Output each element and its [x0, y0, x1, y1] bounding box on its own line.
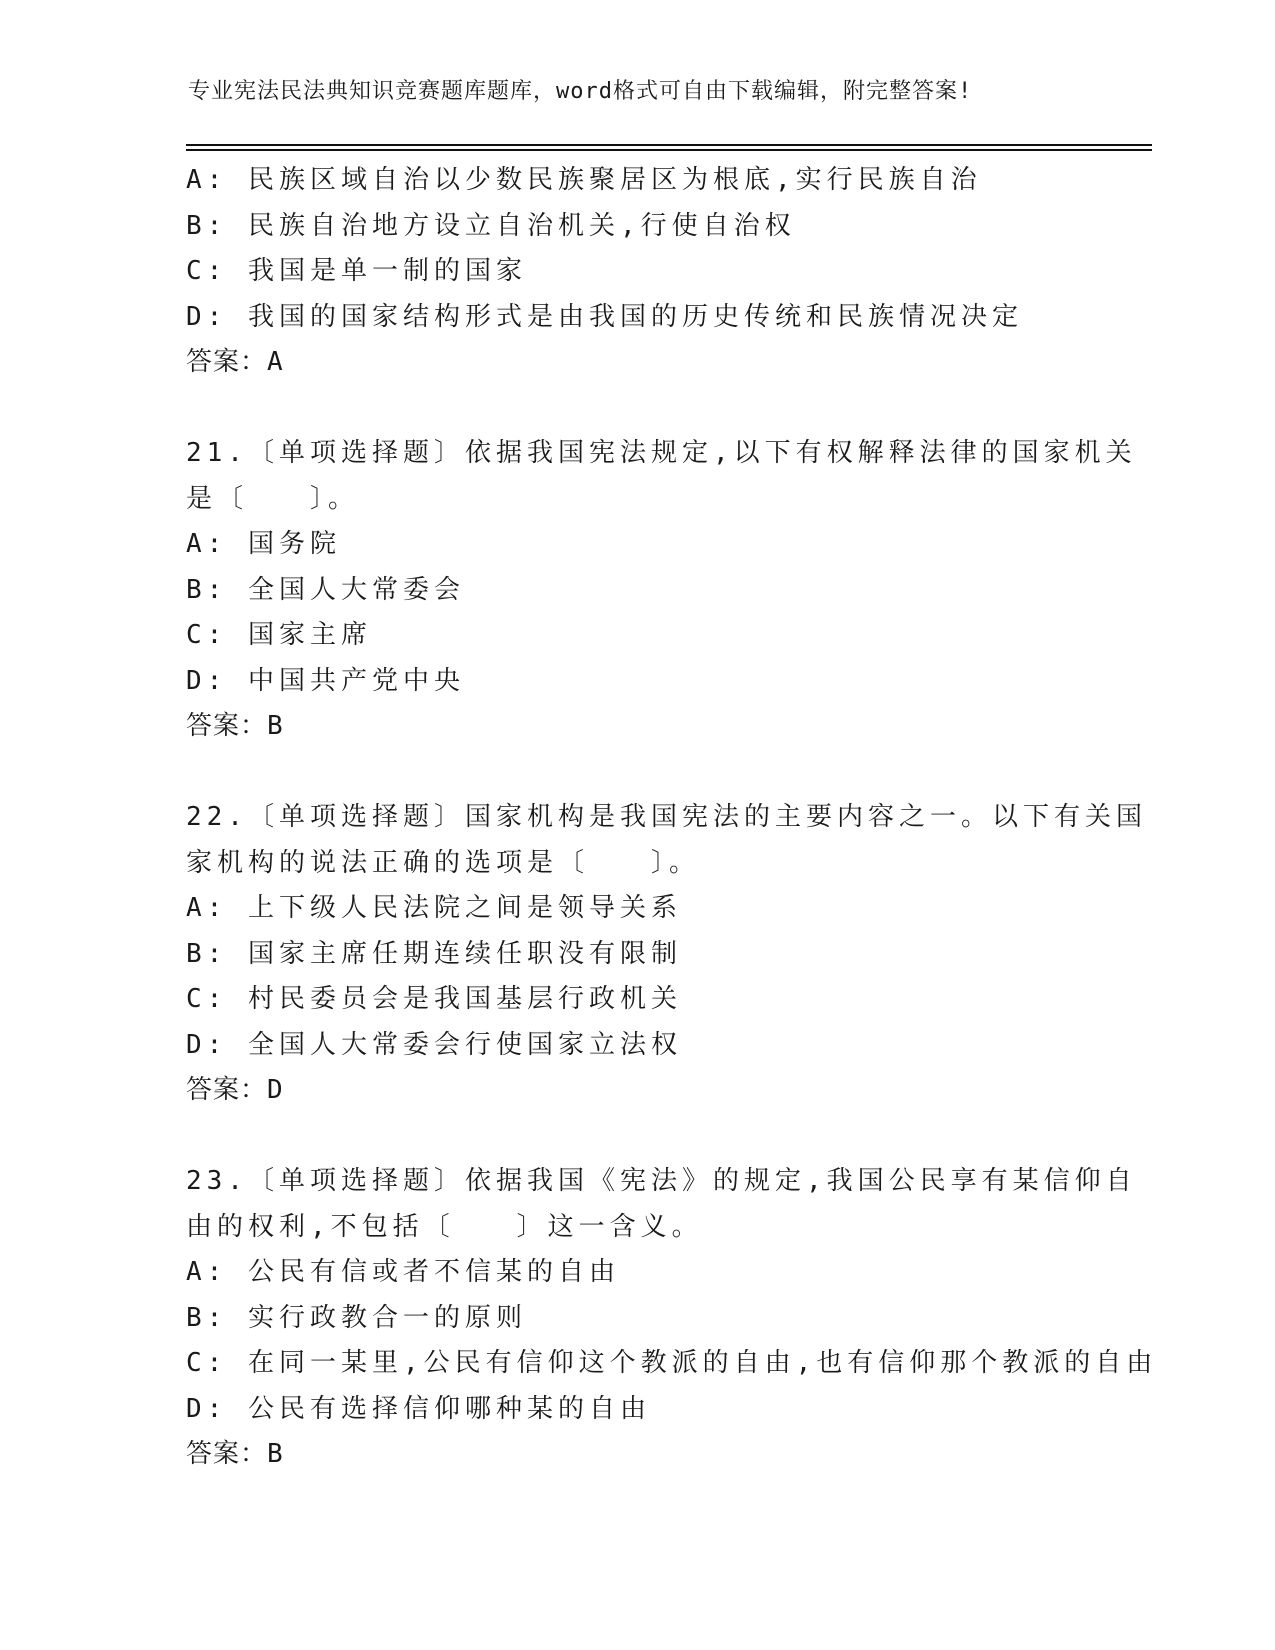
option-d: D: 全国人大常委会行使国家立法权 [186, 1029, 682, 1060]
option-c: C: 村民委员会是我国基层行政机关 [186, 984, 682, 1014]
header-rule-top [186, 144, 1152, 146]
option-c: C: 我国是单一制的国家 [186, 256, 527, 286]
question-stem-line: 由的权利,不包括〔 〕这一含义。 [186, 1211, 703, 1242]
option-c: C: 国家主席 [186, 620, 372, 650]
option-a: A: 上下级人民法院之间是领导关系 [186, 893, 682, 923]
question-list [186, 158, 1158, 1478]
option-d: D: 我国的国家结构形式是由我国的历史传统和民族情况决定 [186, 301, 1023, 332]
spacer [186, 750, 1086, 796]
question-stem-line: 22.〔单项选择题〕国家机构是我国宪法的主要内容之一。以下有关国 [186, 802, 1147, 832]
spacer [186, 1114, 1086, 1160]
option-b: B: 国家主席任期连续任职没有限制 [186, 938, 682, 969]
page-header: 专业宪法民法典知识竞赛题库题库，word格式可自由下载编辑，附完整答案! [188, 79, 973, 104]
option-c: C: 在同一某里,公民有信仰这个教派的自由,也有信仰那个教派的自由 [186, 1348, 1158, 1378]
option-b: B: 全国人大常委会 [186, 574, 465, 605]
question-stem-line: 是〔 〕。 [186, 483, 360, 514]
option-a: A: 公民有信或者不信某的自由 [186, 1257, 620, 1287]
option-a: A: 国务院 [186, 529, 341, 559]
question-block-21 [186, 431, 1137, 750]
option-a: A: 民族区域自治以少数民族聚居区为根底,实行民族自治 [186, 165, 982, 195]
answer-line: 答案：A [186, 347, 284, 377]
header-rule-bottom [186, 149, 1152, 151]
answer-line: 答案：D [186, 1075, 284, 1105]
question-stem-line: 家机构的说法正确的选项是〔 〕。 [186, 847, 701, 878]
question-block-22 [186, 795, 1147, 1114]
question-stem-line: 21.〔单项选择题〕依据我国宪法规定,以下有权解释法律的国家机关 [186, 438, 1137, 468]
question-block-23 [186, 1159, 1158, 1478]
answer-line: 答案：B [186, 711, 284, 741]
option-d: D: 中国共产党中央 [186, 665, 465, 696]
option-b: B: 民族自治地方设立自治机关,行使自治权 [186, 210, 796, 241]
option-b: B: 实行政教合一的原则 [186, 1302, 527, 1333]
question-stem-line: 23.〔单项选择题〕依据我国《宪法》的规定,我国公民享有某信仰自 [186, 1166, 1137, 1196]
option-d: D: 公民有选择信仰哪种某的自由 [186, 1393, 651, 1424]
answer-line: 答案：B [186, 1439, 284, 1469]
question-block-prev [186, 158, 1086, 386]
spacer [186, 386, 1086, 432]
